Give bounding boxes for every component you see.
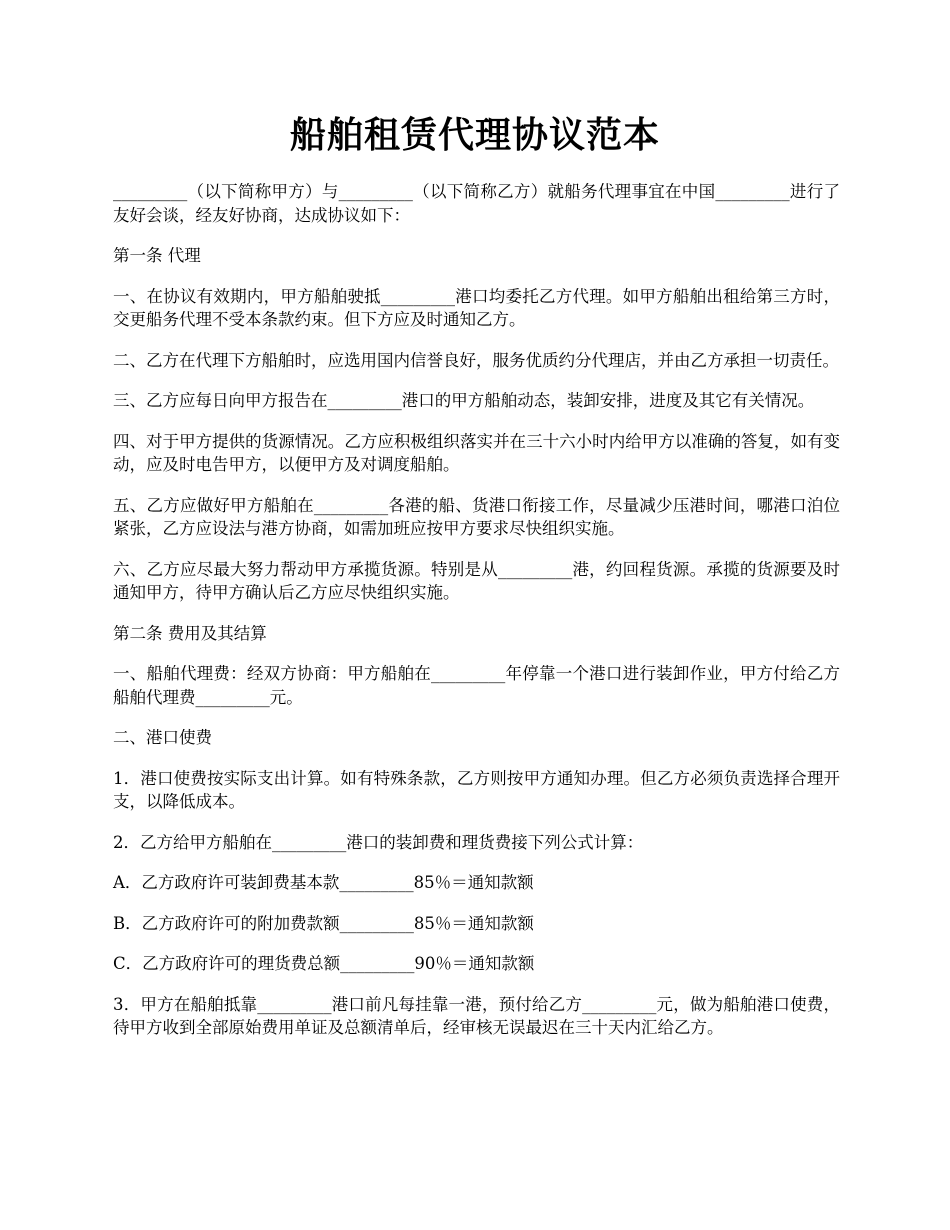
article-1-clause-2: 二、乙方在代理下方船舶时，应选用国内信誉良好，服务优质约分代理店，并由乙方承担一切责任。 [113, 350, 839, 370]
article-1-clause-5: 五、乙方应做好甲方船舶在_________各港的船、货港口衔接工作，尽量减少压港时间，哪港口泊位紧张，乙方应设法与港方协商，如需加班应按甲方要求尽快组织实施。 [113, 495, 840, 538]
document-title: 船舶租赁代理协议范本 [289, 114, 660, 156]
port-fee-item-1: 1．港口使费按实际支出计算。如有特殊条款，乙方则按甲方通知办理。但乙方必须负责选择合理开支，以降低成本。 [113, 768, 840, 811]
article-2-heading: 第二条 费用及其结算 [113, 623, 267, 643]
article-1-heading: 第一条 代理 [113, 246, 201, 265]
article-1-clause-3: 三、乙方应每日向甲方报告在_________港口的甲方船舶动态，装卸安排，进度及其它有关情况。 [113, 391, 815, 410]
article-2-clause-2-heading: 二、港口使费 [113, 728, 212, 747]
intro-paragraph: _________（以下简称甲方）与_________（以下简称乙方）就船务代理事宜在中国_________进行了友好会谈，经友好协商，达成协议如下： [113, 182, 840, 225]
article-1-clause-4: 四、对于甲方提供的货源情况。乙方应积极组织落实并在三十六小时内给甲方以准确的答复，如有变动，应及时电告甲方，以便甲方及对调度船舶。 [113, 431, 840, 474]
port-fee-item-3: 3．甲方在船舶抵靠_________港口前凡每挂靠一港，预付给乙方_________元，做为船舶港口使费，待甲方收到全部原始费用单证及总额清单后，经审核无误最迟在三十天内汇给乙方。 [113, 994, 840, 1037]
article-1-clause-1: 一、在协议有效期内，甲方船舶驶抵_________港口均委托乙方代理。如甲方船舶出租给第三方时，交更船务代理不受本条款约束。但下方应及时通知乙方。 [113, 286, 840, 329]
formula-item-b: B．乙方政府许可的附加费款额_________85％＝通知款额 [113, 913, 534, 933]
formula-item-c: C．乙方政府许可的理货费总额_________90％＝通知款额 [113, 954, 535, 973]
document-body [113, 180, 840, 1057]
port-fee-item-2: 2．乙方给甲方船舶在_________港口的装卸费和理货费接下列公式计算： [113, 832, 644, 852]
article-2-clause-1: 一、船舶代理费：经双方协商：甲方船舶在_________年停靠一个港口进行装卸作业，甲方付给乙方船舶代理费_________元。 [113, 664, 840, 707]
article-1-clause-6: 六、乙方应尽最大努力帮动甲方承揽货源。特别是从_________港，约回程货源。承揽的货源要及时通知甲方，待甲方确认后乙方应尽快组织实施。 [113, 559, 840, 602]
formula-item-a: A．乙方政府许可装卸费基本款_________85％＝通知款额 [113, 873, 534, 892]
